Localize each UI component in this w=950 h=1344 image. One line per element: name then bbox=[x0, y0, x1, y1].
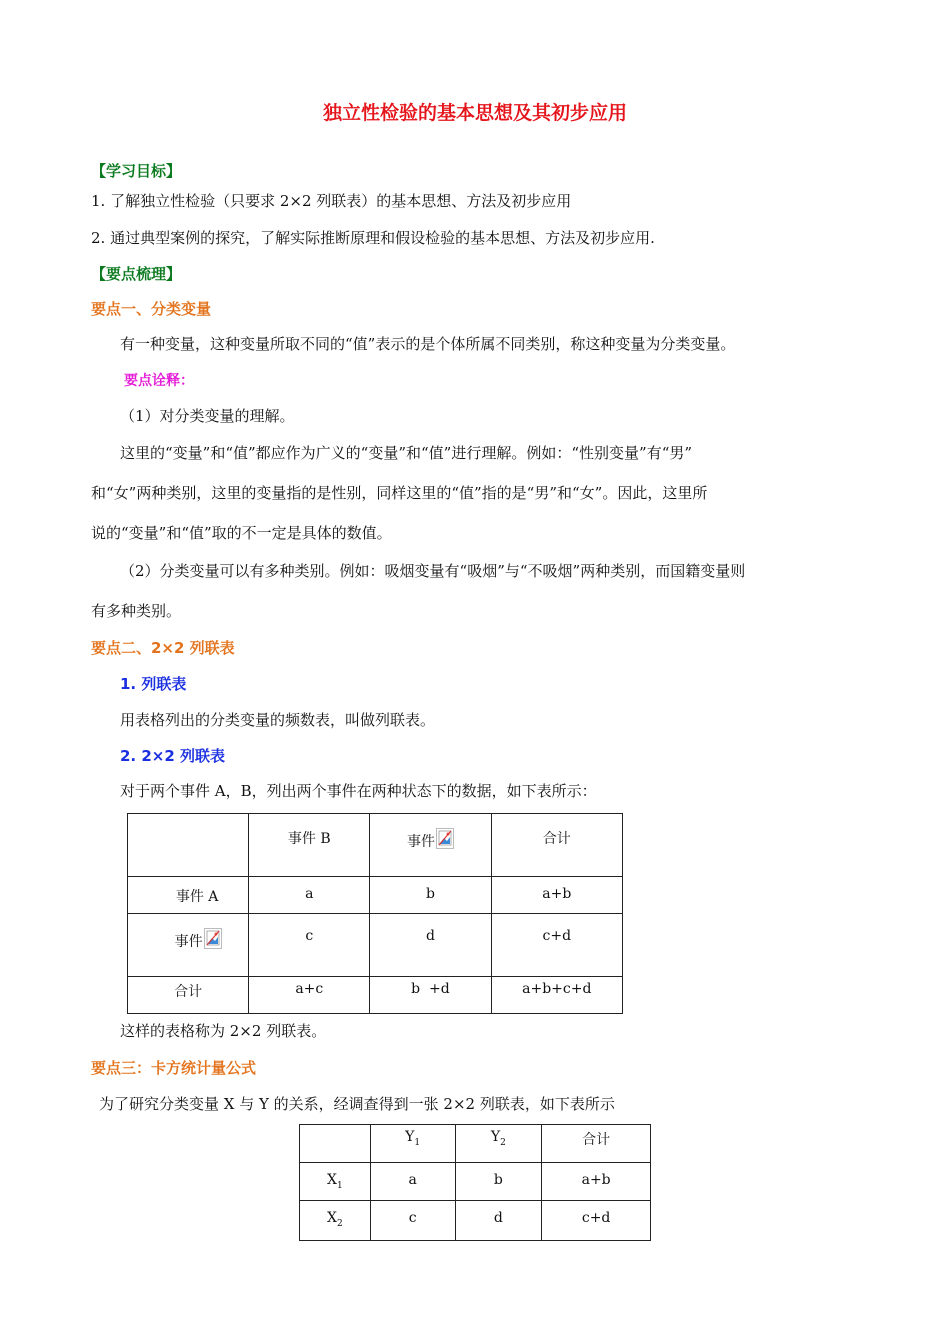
point3-paragraph: 为了研究分类变量 X 与 Y 的关系，经调查得到一张 2×2 列联表，如下表所示 bbox=[99, 1095, 615, 1113]
table-cell bbox=[128, 814, 249, 877]
table-cell: b bbox=[370, 877, 491, 914]
sub1-paragraph: 用表格列出的分类变量的频数表，叫做列联表。 bbox=[120, 711, 436, 729]
table-row bbox=[128, 877, 623, 914]
table-cell: 合计 bbox=[128, 977, 249, 1014]
note-1-heading: （1）对分类变量的理解。 bbox=[120, 407, 295, 425]
contingency-table-events bbox=[127, 813, 623, 1014]
note-2-line-2: 有多种类别。 bbox=[91, 602, 182, 620]
table-row bbox=[300, 1163, 651, 1201]
table-cell: a bbox=[249, 877, 370, 914]
points-heading: 【要点梳理】 bbox=[91, 265, 182, 283]
page-title: 独立性检验的基本思想及其初步应用 bbox=[322, 102, 627, 124]
table-cell: a+b+c+d bbox=[491, 977, 622, 1014]
note-2-line-1: （2）分类变量可以有多种类别。例如：吸烟变量有“吸烟”与“不吸烟”两种类别，而国籍变量则 bbox=[120, 562, 746, 580]
contingency-table-xy bbox=[299, 1124, 651, 1241]
goals-heading: 【学习目标】 bbox=[91, 162, 182, 180]
header-total: 合计 bbox=[542, 831, 571, 847]
broken-image-icon bbox=[204, 928, 222, 949]
table-row bbox=[128, 977, 623, 1014]
table-cell: $Y_2$ bbox=[455, 1125, 542, 1163]
note-1-line-1: 这里的“变量”和“值”都应作为广义的“变量”和“值”进行理解。例如：“性别变量”有“男” bbox=[120, 444, 693, 462]
sub2-heading: 2. 2×2 列联表 bbox=[120, 747, 226, 765]
table-cell bbox=[491, 814, 622, 877]
table-cell bbox=[249, 814, 370, 877]
table-row bbox=[128, 914, 623, 977]
goal-item-1: 1. 了解独立性检验（只要求 2×2 列联表）的基本思想、方法及初步应用 bbox=[91, 192, 572, 210]
note-1-line-2: 和“女”两种类别，这里的变量指的是性别，同样这里的“值”指的是“男”和“女”。因此，这里所 bbox=[91, 484, 708, 502]
point1-paragraph: 有一种变量，这种变量所取不同的“值”表示的是个体所属不同类别，称这种变量为分类变量。 bbox=[120, 335, 736, 353]
table-cell: 事件 bbox=[128, 914, 249, 977]
header-event-b: 事件 B bbox=[287, 831, 331, 847]
table-cell: a+c bbox=[249, 977, 370, 1014]
note-heading: 要点诠释： bbox=[124, 373, 194, 389]
table-cell bbox=[300, 1125, 371, 1163]
table-cell: 合计 bbox=[542, 1125, 651, 1163]
table-cell: $Y_1$ bbox=[370, 1125, 455, 1163]
table-cell: d bbox=[370, 914, 491, 977]
table-cell: b bbox=[455, 1163, 542, 1201]
sub1-heading: 1. 列联表 bbox=[120, 675, 187, 693]
table1-caption: 这样的表格称为 2×2 列联表。 bbox=[120, 1022, 327, 1040]
table-row bbox=[300, 1125, 651, 1163]
table-cell: c bbox=[370, 1201, 455, 1241]
goal-item-2: 2. 通过典型案例的探究，了解实际推断原理和假设检验的基本思想、方法及初步应用. bbox=[91, 229, 655, 247]
table-cell: 事件 A bbox=[128, 877, 249, 914]
table-row bbox=[128, 814, 623, 877]
table-cell: c+d bbox=[542, 1201, 651, 1241]
table-cell: a+b bbox=[542, 1163, 651, 1201]
point2-heading: 要点二、2×2 列联表 bbox=[91, 639, 235, 657]
table-cell: c+d bbox=[491, 914, 622, 977]
table-cell: b +d bbox=[370, 977, 491, 1014]
table-cell: a+b bbox=[491, 877, 622, 914]
point3-heading: 要点三：卡方统计量公式 bbox=[91, 1059, 257, 1077]
point1-heading: 要点一、分类变量 bbox=[91, 300, 212, 318]
table-cell bbox=[370, 814, 491, 877]
note-1-line-3: 说的“变量”和“值”取的不一定是具体的数值。 bbox=[91, 524, 392, 542]
table-row bbox=[300, 1201, 651, 1241]
header-event-b-bar: 事件 bbox=[406, 834, 435, 850]
sub2-paragraph: 对于两个事件 A，B，列出两个事件在两种状态下的数据，如下表所示： bbox=[120, 782, 597, 800]
table-cell: a bbox=[370, 1163, 455, 1201]
table-cell: $X_2$ bbox=[300, 1201, 371, 1241]
table-cell: $X_1$ bbox=[300, 1163, 371, 1201]
broken-image-icon bbox=[436, 828, 454, 849]
table-cell: c bbox=[249, 914, 370, 977]
table-cell: d bbox=[455, 1201, 542, 1241]
